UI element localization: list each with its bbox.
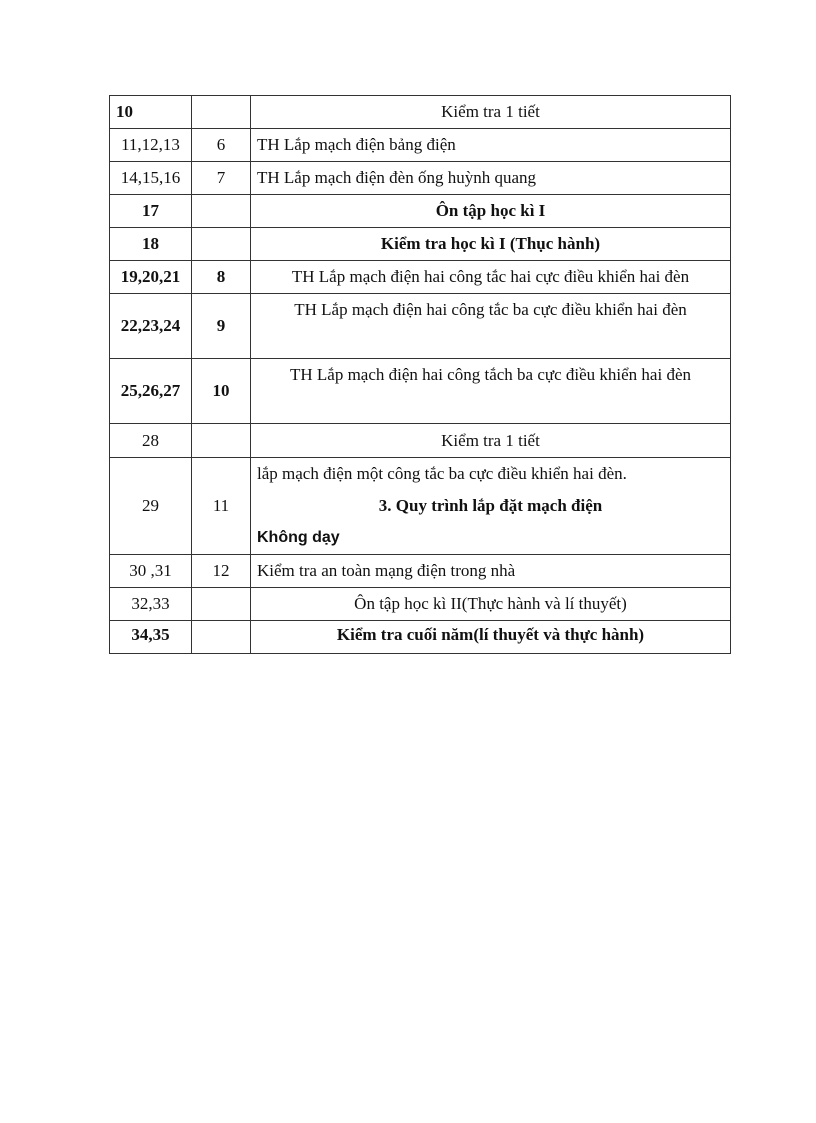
period-cell: 17 bbox=[110, 195, 192, 228]
table-row bbox=[110, 96, 731, 129]
table-row bbox=[110, 588, 731, 621]
table-row bbox=[110, 294, 731, 359]
lesson-cell bbox=[192, 621, 251, 654]
content-cell: Ôn tập học kì I bbox=[251, 195, 731, 228]
lesson-cell: 12 bbox=[192, 555, 251, 588]
period-cell: 32,33 bbox=[110, 588, 192, 621]
table-row bbox=[110, 458, 731, 555]
period-cell: 34,35 bbox=[110, 621, 192, 654]
period-cell: 25,26,27 bbox=[110, 359, 192, 424]
table-row bbox=[110, 228, 731, 261]
lesson-cell: 8 bbox=[192, 261, 251, 294]
period-cell: 22,23,24 bbox=[110, 294, 192, 359]
schedule-table bbox=[109, 95, 731, 654]
period-cell: 19,20,21 bbox=[110, 261, 192, 294]
content-line: lắp mạch điện một công tắc ba cực điều khiển hai đèn. bbox=[257, 464, 627, 483]
table-row bbox=[110, 621, 731, 654]
lesson-cell bbox=[192, 195, 251, 228]
content-cell: TH Lắp mạch điện hai công tắch ba cực điều khiển hai đèn bbox=[251, 359, 731, 424]
content-cell: Kiểm tra an toàn mạng điện trong nhà bbox=[251, 555, 731, 588]
content-cell bbox=[251, 458, 731, 555]
period-cell: 30 ,31 bbox=[110, 555, 192, 588]
content-cell: Kiểm tra 1 tiết bbox=[251, 96, 731, 129]
section-heading: 3. Quy trình lắp đặt mạch điện bbox=[378, 496, 603, 515]
lesson-cell: 11 bbox=[192, 458, 251, 555]
lesson-cell bbox=[192, 424, 251, 458]
table-row bbox=[110, 555, 731, 588]
content-cell: TH Lắp mạch điện đèn ống huỳnh quang bbox=[251, 162, 731, 195]
period-cell: 10 bbox=[110, 96, 192, 129]
period-cell: 29 bbox=[110, 458, 192, 555]
lesson-cell: 10 bbox=[192, 359, 251, 424]
table-row bbox=[110, 359, 731, 424]
content-cell: Ôn tập học kì II(Thực hành và lí thuyết) bbox=[251, 588, 731, 621]
table-row bbox=[110, 424, 731, 458]
table-row bbox=[110, 195, 731, 228]
period-cell: 11,12,13 bbox=[110, 129, 192, 162]
period-cell: 28 bbox=[110, 424, 192, 458]
lesson-cell: 9 bbox=[192, 294, 251, 359]
content-cell: Kiểm tra 1 tiết bbox=[251, 424, 731, 458]
content-cell: TH Lắp mạch điện hai công tắc ba cực điều khiển hai đèn bbox=[251, 294, 731, 359]
content-cell: TH Lắp mạch điện hai công tắc hai cực điều khiển hai đèn bbox=[251, 261, 731, 294]
not-taught-note: Không dạy bbox=[257, 529, 340, 546]
lesson-cell: 7 bbox=[192, 162, 251, 195]
content-cell: Kiểm tra cuối năm(lí thuyết và thực hành) bbox=[251, 621, 731, 654]
period-cell: 14,15,16 bbox=[110, 162, 192, 195]
table-row bbox=[110, 129, 731, 162]
period-cell: 18 bbox=[110, 228, 192, 261]
content-cell: Kiểm tra học kì I (Thục hành) bbox=[251, 228, 731, 261]
lesson-cell bbox=[192, 228, 251, 261]
lesson-cell: 6 bbox=[192, 129, 251, 162]
table-row bbox=[110, 261, 731, 294]
lesson-cell bbox=[192, 96, 251, 129]
table-row bbox=[110, 162, 731, 195]
content-cell: TH Lắp mạch điện bảng điện bbox=[251, 129, 731, 162]
lesson-cell bbox=[192, 588, 251, 621]
